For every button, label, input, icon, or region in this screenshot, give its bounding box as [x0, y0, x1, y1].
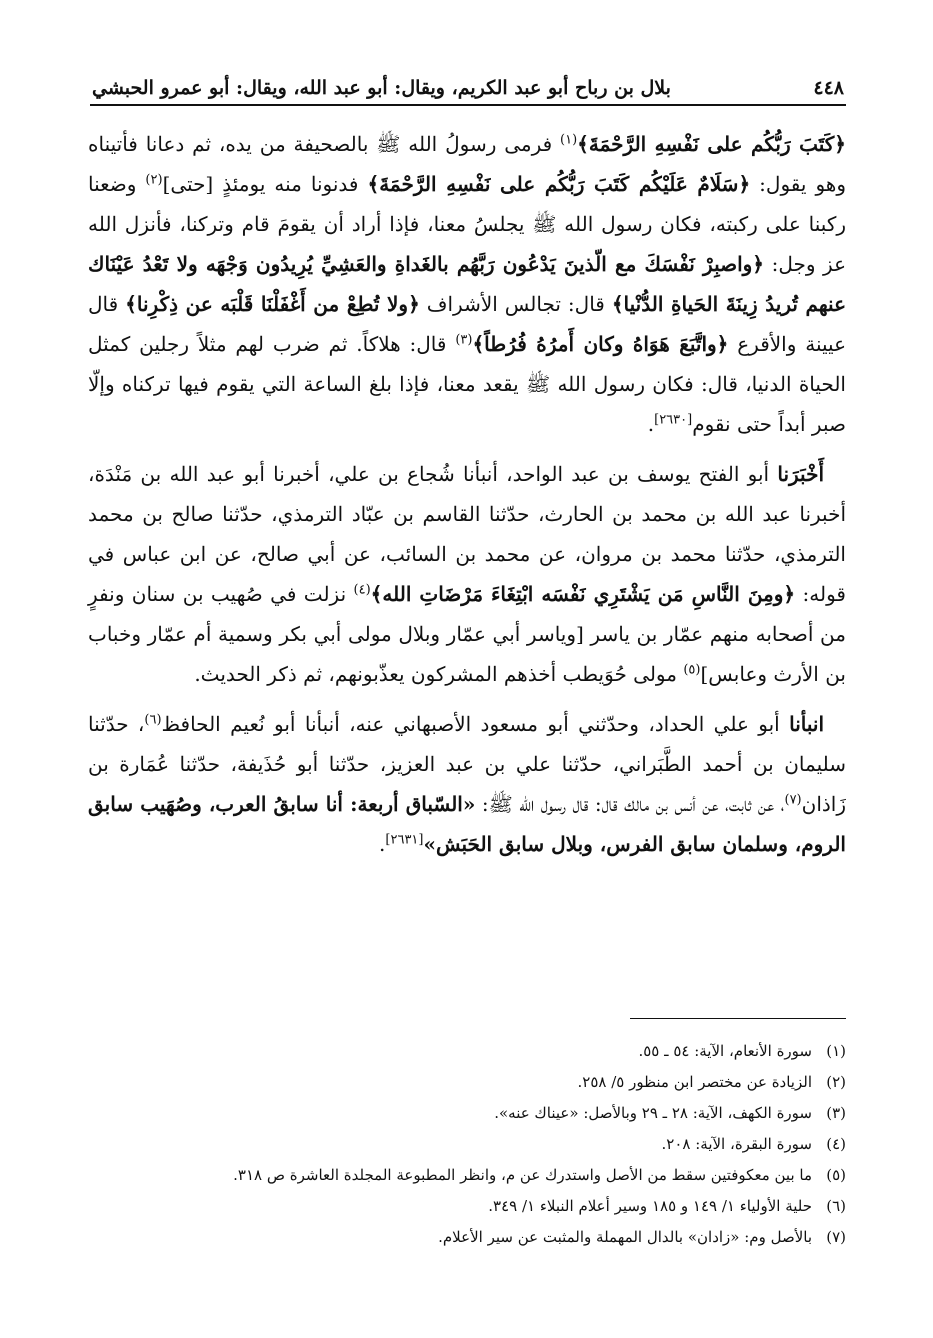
text-run: ، عن ثابت، عن أنس بن مالك قال: قال رسول الله ﷺ: — [475, 792, 785, 816]
emphasis-run: ﴿واتَّبَعَ هَوَاهُ وكان أَمرُهُ فُرُطاً﴾ — [472, 332, 729, 356]
footnote-marker: (٢) — [145, 172, 163, 188]
emphasis-run: ﴿كَتَبَ رَبُّكُم على نَفْسِهِ الرَّحْمَةَ﴾ — [577, 132, 846, 156]
footnote-text: سورة الأنعام، الآية: ٥٤ ـ ٥٥. — [638, 1042, 812, 1060]
emphasis-run: ﴿سَلَامٌ عَلَيْكُم كَتَبَ رَبُّكُم على نَفْسِهِ الرَّحْمَةَ﴾ — [367, 172, 751, 196]
emphasis-run: ﴿ولا تُطِعْ من أَغْفَلْنَا قَلْبَه عن ذِكْرِنا﴾ — [125, 292, 420, 316]
footnote-number: (٧) — [826, 1228, 846, 1246]
footnote — [150, 1191, 846, 1222]
footnote-number: (١) — [826, 1042, 846, 1060]
emphasis-run: انبأنا — [789, 712, 825, 736]
footnote — [150, 1160, 846, 1191]
footnote-text: سورة الكهف، الآية: ٢٨ ـ ٢٩ وبالأصل: «عيناك عنه». — [494, 1104, 812, 1122]
footnote-number: (٤) — [826, 1135, 846, 1153]
text-run: فرمى رسولُ الله ﷺ بالصحيفة من يده، ثم دعانا فأتيناه وهو يقول: — [88, 132, 846, 196]
emphasis-run: «السّباق أربعة: أنا سابقُ العرب، وصُهَيب سابق الروم، وسلمان سابق الفرس، وبلال سابق الحَبَش» — [88, 792, 846, 856]
footnote-number: (٥) — [826, 1166, 846, 1184]
footnote-text: سورة البقرة، الآية: ٢٠٨. — [661, 1135, 812, 1153]
emphasis-run: ﴿ومِنَ النَّاسِ مَن يَشْتَرِي نَفْسَه ابْتِغَاءَ مَرْضَاتِ الله﴾ — [370, 582, 796, 606]
footnote-marker: (١) — [560, 132, 578, 148]
footnote-text: الزيادة عن مختصر ابن منظور ٥/ ٢٥٨. — [577, 1073, 812, 1091]
text-run: . — [647, 412, 655, 436]
header-rule — [90, 104, 846, 106]
text-run: فدنونا منه يومئذٍ [حتى] — [162, 172, 368, 196]
footnote-marker: (٧) — [784, 792, 802, 808]
text-run: نزلت في صُهيب بن سنان ونفرٍ من أصحابه منهم عمّار بن ياسر [وياسر أبي عمّار وبلال مولى أبي بكر وسمية أم عمّار وخباب بن الأرث وعابس] — [88, 582, 846, 686]
text-run: قال: هلاكاً. ثم ضرب لهم مثلاً رجلين كمثل الحياة الدنيا، قال: فكان رسول الله ﷺ يقعد معنا، فإذا بلغ الساعة التي يقوم فيها تركناه وإلّا صبر أبداً حتى نقوم — [88, 332, 846, 436]
footnote-number: (٣) — [826, 1104, 846, 1122]
paragraph — [88, 124, 846, 444]
text-run: أبو علي الحداد، وحدّثني أبو مسعود الأصبهاني عنه، أنبأنا أبو نُعيم الحافظ — [161, 712, 790, 736]
text-run: . — [379, 832, 386, 856]
footnote-text: بالأصل وم: «زادان» بالدال المهملة والمثبت عن سير الأعلام. — [438, 1228, 812, 1246]
footnote — [150, 1036, 846, 1067]
footnote-number: (٦) — [826, 1197, 846, 1215]
page-header — [92, 66, 844, 100]
footnote-text: حلية الأولياء ١/ ١٤٩ و ١٨٥ وسير أعلام النبلاء ١/ ٣٤٩. — [488, 1197, 812, 1215]
footnote — [150, 1067, 846, 1098]
paragraph — [88, 704, 846, 864]
text-run: وضعنا ركبنا على ركبته، فكان رسول الله ﷺ يجلسُ معنا، فإذا أراد أن يقومَ قام وتركنا، فأنزل الله عز وجل: — [88, 172, 847, 276]
footnote — [150, 1129, 846, 1160]
footnote-marker: (٣) — [455, 332, 473, 348]
footnote — [150, 1222, 846, 1253]
footnote-rule — [630, 1018, 846, 1019]
text-run: قال: تجالس الأشراف — [419, 292, 612, 316]
footnote-marker: (٤) — [353, 582, 371, 598]
footnote-marker: (٥) — [683, 662, 701, 678]
footnotes — [150, 1036, 846, 1253]
main-text — [88, 124, 846, 874]
page-number: ٤٤٨ — [813, 77, 844, 99]
text-run: مولى حُوَيطب أخذهم المشركون يعذّبونهم، ثم ذكر الحديث. — [194, 662, 684, 686]
footnote-text: ما بين معكوفتين سقط من الأصل واستدرك عن م، وانظر المطبوعة المجلدة العاشرة ص ٣١٨. — [233, 1166, 812, 1184]
paragraph — [88, 454, 846, 694]
footnote — [150, 1098, 846, 1129]
text-run: أبو الفتح يوسف بن عبد الواحد، أنبأنا شُجاع بن علي، أخبرنا أبو عبد الله بن مَنْدَة، أخبرنا عبد الله بن محمد بن الحارث، حدّثنا القاسم بن عبّاد الترمذي، حدّثنا صالح بن محمد الترمذي، حدّثنا محمد بن مروان، عن محمد بن السائب، عن أبي صالح، عن ابن عباس في قوله: — [88, 462, 846, 606]
hadith-number: [٢٦٣١] — [385, 832, 424, 848]
hadith-number: [٢٦٣٠] — [654, 412, 693, 428]
footnote-number: (٢) — [826, 1073, 846, 1091]
running-title: بلال بن رباح أبو عبد الكريم، ويقال: أبو عبد الله، ويقال: أبو عمرو الحبشي — [92, 77, 671, 99]
emphasis-run: ﴿واصبِرْ نَفْسَكَ مع الّذينَ يَدْعُون رَبَّهُم بالغَداةِ والعَشِيِّ يُرِيدُون وَجْهَه ولا تَعْدُ عَيْنَاك عنهم تُريدُ زِينَةَ الحَياةِ الدُّنْيا﴾ — [88, 252, 847, 316]
text-run: ، حدّثنا سليمان بن أحمد الطَّبَراني، حدّثنا علي بن عبد العزيز، حدّثنا أبو حُذَيفة، حدّثنا عُمَارة بن زَاذان — [88, 712, 846, 816]
emphasis-run: أَخْبَرَنا — [777, 462, 824, 486]
text-run: قال عيينة والأقرع — [88, 292, 846, 356]
footnote-marker: (٦) — [144, 712, 162, 728]
